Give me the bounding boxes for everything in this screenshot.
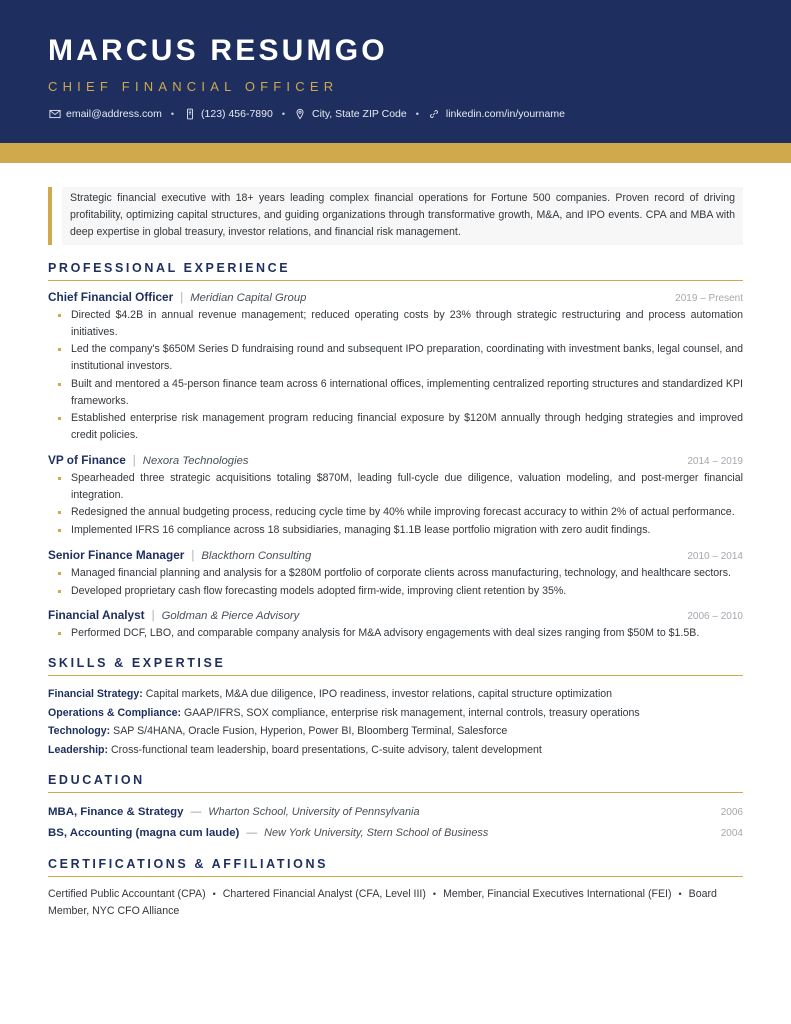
experience-entry-title-group (48, 608, 299, 622)
job-role: Financial Analyst (48, 608, 145, 623)
education-entry-main (48, 802, 420, 823)
resume-content (0, 187, 791, 951)
professional-summary (48, 187, 743, 245)
experience-entry-title-group (48, 290, 306, 304)
skill-value: Cross-functional team leadership, board presentations, C-suite advisory, talent development (111, 743, 542, 756)
skill-value: GAAP/IFRS, SOX compliance, enterprise risk management, internal controls, treasury operations (184, 706, 640, 719)
experience-entry (48, 548, 743, 599)
experience-entry-header (48, 548, 743, 562)
section-certifications (48, 857, 743, 920)
section-title-skills: SKILLS & EXPERTISE (48, 655, 226, 670)
certifications-list (48, 886, 738, 920)
candidate-job-title: CHIEF FINANCIAL OFFICER (48, 78, 339, 94)
job-bullet: Spearheaded three strategic acquisitions totaling $870M, leading full-cycle due diligence, valuation modeling, and post-merger financial integration. (52, 470, 743, 503)
education-school: New York University, Stern School of Business (264, 826, 489, 839)
job-bullet: Developed proprietary cash flow forecasting models adopted firm-wide, improving client retention by 35%. (52, 583, 743, 600)
skill-label: Operations & Compliance: (48, 706, 182, 719)
education-separator: — (246, 826, 258, 839)
contact-email[interactable] (48, 108, 162, 121)
job-role: VP of Finance (48, 452, 126, 467)
contact-bar (48, 108, 743, 121)
certification-item: Member, Financial Executives International (FEI) (443, 888, 672, 901)
education-entry-main (48, 823, 488, 844)
skill-row (48, 685, 743, 704)
job-bullet: Led the company's $650M Series D fundraising round and subsequent IPO preparation, coordinating with investment banks, legal counsel, and institutional investors. (52, 341, 743, 374)
candidate-name: MARCUS RESUMGO (48, 34, 388, 67)
section-divider (48, 792, 743, 793)
skill-label: Financial Strategy: (48, 687, 143, 700)
job-bullet: Implemented IFRS 16 compliance across 18 subsidiaries, managing $1.1B lease portfolio migration with zero audit findings. (52, 522, 743, 539)
experience-entry (48, 608, 743, 642)
job-role: Chief Financial Officer (48, 289, 174, 304)
education-school: Wharton School, University of Pennsylvania (208, 806, 420, 819)
summary-accent-rule (48, 187, 52, 245)
job-bullet: Directed $4.2B in annual revenue management; reduced operating costs by 23% through strategic restructuring and process automation initiatives. (52, 307, 743, 340)
education-year: 2004 (720, 827, 743, 839)
contact-separator: • (281, 108, 285, 119)
education-entry (48, 802, 743, 823)
job-dates: 2010 – 2014 (687, 550, 743, 562)
education-separator: — (190, 806, 202, 819)
education-entry (48, 823, 743, 844)
section-title-certifications: CERTIFICATIONS & AFFILIATIONS (48, 857, 329, 872)
education-degree: MBA, Finance & Strategy (48, 806, 184, 819)
experience-entry (48, 290, 743, 444)
education-degree: BS, Accounting (magna cum laude) (48, 826, 240, 839)
experience-entry-title-group (48, 453, 249, 467)
job-separator: | (180, 291, 184, 304)
gold-accent-bar (0, 143, 791, 163)
section-divider (48, 675, 743, 676)
job-company: Blackthorn Consulting (201, 549, 312, 562)
job-bullet-list (48, 565, 743, 599)
contact-linkedin-text: linkedin.com/in/yourname (445, 107, 565, 120)
job-separator: | (132, 454, 136, 467)
contact-location (294, 108, 407, 121)
location-pin-icon (294, 108, 307, 121)
contact-separator: • (170, 108, 175, 119)
job-separator: | (191, 549, 195, 562)
section-skills (48, 656, 743, 759)
job-company: Meridian Capital Group (190, 291, 307, 304)
job-bullet: Redesigned the annual budgeting process, reducing cycle time by 40% while improving forecast accuracy to within 2% of actual performance. (52, 504, 743, 521)
contact-email-text: email@address.com (66, 107, 162, 120)
contact-phone-text: (123) 456-7890 (201, 107, 273, 120)
summary-text: Strategic financial executive with 18+ years leading complex financial operations for Fortune 500 companies. Proven record of driving profitability, optimizing capital structures, and guiding organizations through transformative growth, M&A, and IPO events. CPA and MBA with deep expertise in global treasury, investor relations, and financial risk management. (62, 187, 743, 245)
job-company: Nexora Technologies (142, 454, 249, 467)
job-company: Goldman & Pierce Advisory (161, 610, 300, 623)
job-dates: 2014 – 2019 (687, 455, 743, 467)
contact-linkedin[interactable] (428, 108, 565, 121)
job-bullet-list (48, 625, 743, 642)
job-bullet: Established enterprise risk management program reducing financial exposure by $120M annually through hedging strategies and improved credit policies. (52, 410, 743, 443)
skill-label: Leadership: (48, 743, 109, 756)
certification-item: Chartered Financial Analyst (CFA, Level III) (222, 888, 426, 901)
job-dates: 2019 – Present (675, 292, 743, 304)
job-bullet-list (48, 307, 743, 444)
job-bullet: Performed DCF, LBO, and comparable company analysis for M&A advisory engagements with deal sizes ranging from $50M to $1.5B. (52, 625, 743, 642)
section-title-education: EDUCATION (48, 773, 145, 788)
skill-label: Technology: (48, 725, 111, 738)
certification-separator: • (678, 889, 682, 900)
job-dates: 2006 – 2010 (687, 611, 743, 623)
contact-separator: • (415, 108, 419, 119)
job-role: Senior Finance Manager (48, 547, 185, 562)
certification-separator: • (432, 889, 437, 900)
link-icon (428, 108, 441, 121)
phone-icon (183, 108, 196, 121)
certification-item: Certified Public Accountant (CPA) (48, 888, 206, 901)
contact-location-text: City, State ZIP Code (311, 107, 407, 120)
skill-value: SAP S/4HANA, Oracle Fusion, Hyperion, Power BI, Bloomberg Terminal, Salesforce (113, 725, 508, 738)
section-divider (48, 280, 743, 281)
experience-entry-header (48, 453, 743, 467)
section-education (48, 773, 743, 843)
skill-value: Capital markets, M&A due diligence, IPO readiness, investor relations, capital structure optimization (145, 687, 613, 700)
certification-item: Board Member, NYC CFO Alliance (48, 888, 717, 918)
job-bullet: Built and mentored a 45-person finance team across 6 international offices, implementing centralized reporting structures and standardized KPI frameworks. (52, 376, 743, 409)
experience-entry-title-group (48, 548, 311, 562)
experience-entry-header (48, 608, 743, 622)
education-year: 2006 (720, 807, 743, 819)
certification-separator: • (212, 889, 216, 900)
skill-row (48, 704, 743, 723)
section-title-experience: PROFESSIONAL EXPERIENCE (48, 260, 291, 275)
resume-header (0, 0, 791, 143)
experience-entry (48, 453, 743, 539)
contact-phone[interactable] (183, 108, 273, 121)
skill-row (48, 722, 743, 741)
section-professional-experience (48, 261, 743, 642)
experience-entry-header (48, 290, 743, 304)
job-bullet-list (48, 470, 743, 539)
job-bullet: Managed financial planning and analysis for a $280M portfolio of corporate clients across manufacturing, technology, and healthcare sectors. (52, 565, 743, 582)
skill-row (48, 741, 743, 760)
job-separator: | (151, 610, 155, 623)
section-divider (48, 876, 743, 877)
envelope-icon (48, 108, 61, 121)
